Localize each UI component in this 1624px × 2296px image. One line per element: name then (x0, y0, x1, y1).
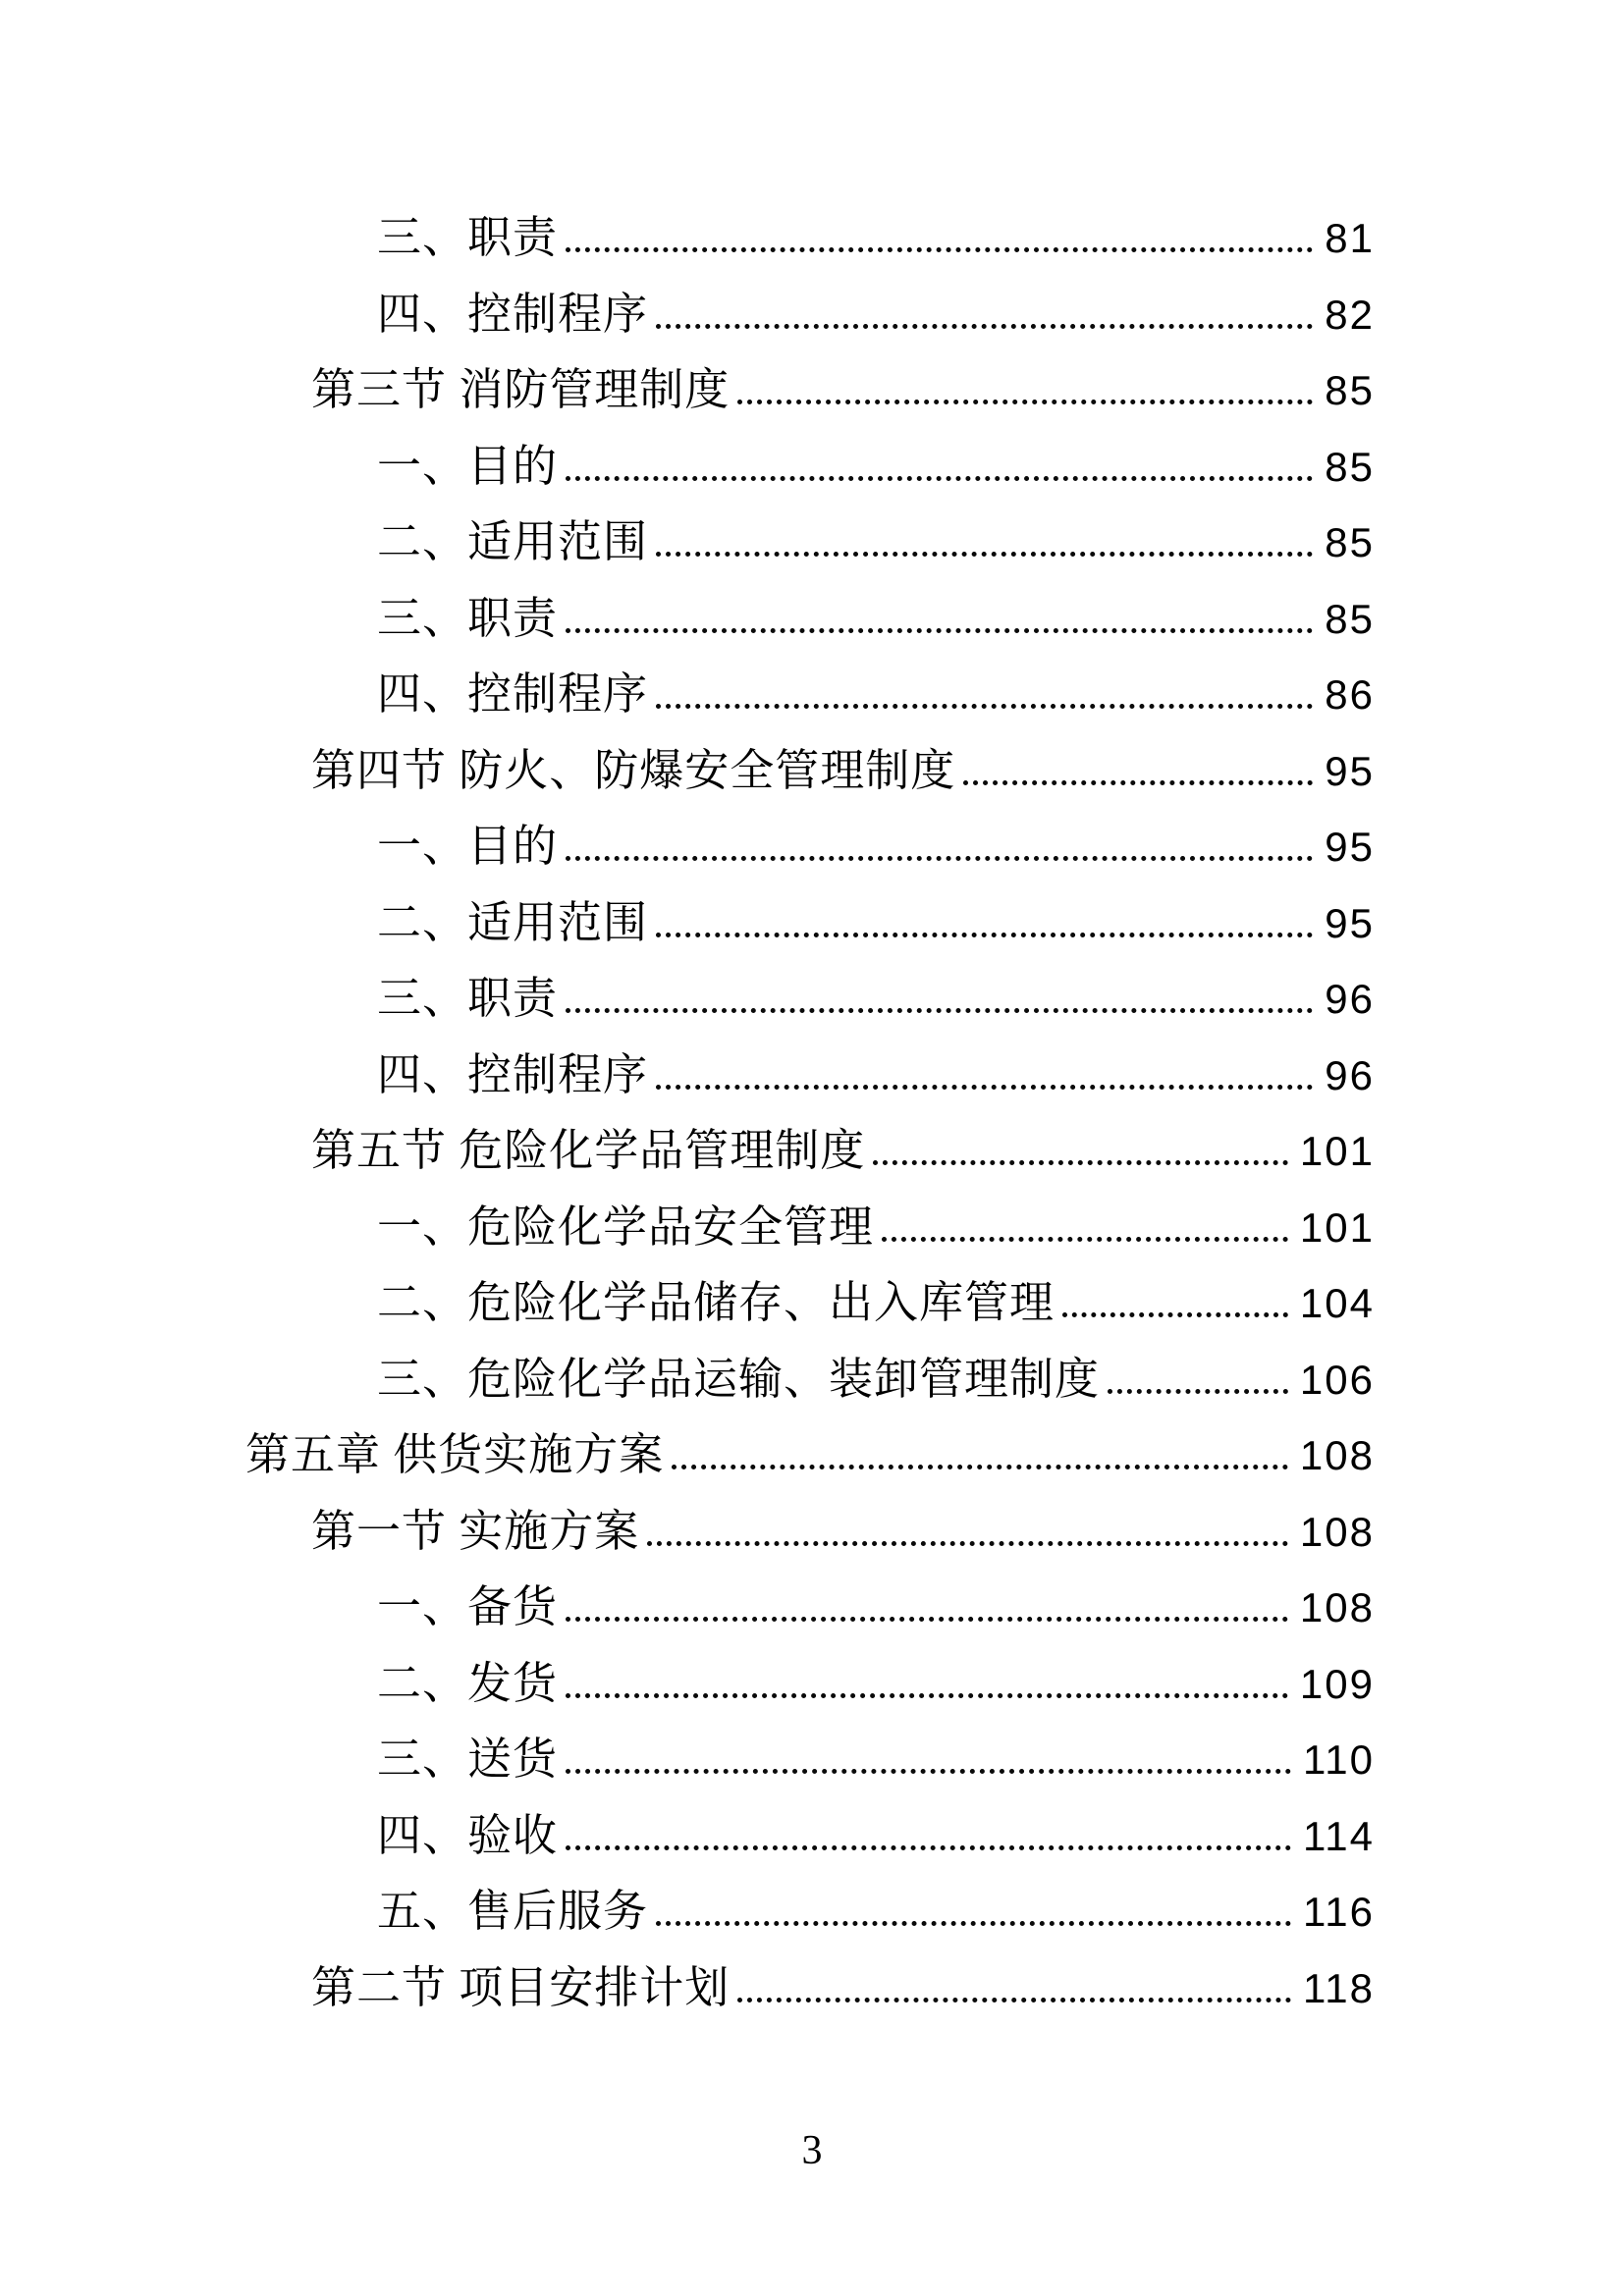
toc-entry-page: 106 (1299, 1356, 1375, 1403)
toc-entry-page: 101 (1299, 1203, 1375, 1251)
toc-entry-page: 82 (1325, 291, 1375, 338)
toc-entry-page: 85 (1325, 519, 1375, 565)
dot-leader (566, 1008, 1313, 1013)
toc-entry (0, 200, 1375, 277)
toc-entry-page: 109 (1299, 1660, 1375, 1707)
toc-entry-label: 二、适用范围 (377, 517, 649, 566)
dot-leader (882, 1237, 1288, 1242)
toc-entry (0, 1190, 1375, 1266)
toc-entry-label: 第五章 供货实施方案 (245, 1430, 665, 1479)
toc-entry (0, 733, 1375, 810)
toc-entry-page: 96 (1325, 976, 1375, 1022)
toc-entry-page: 85 (1325, 367, 1375, 413)
toc-entry-label: 第一节 实施方案 (311, 1506, 640, 1556)
dot-leader (566, 1617, 1288, 1622)
dot-leader (656, 1921, 1291, 1926)
toc-entry (0, 277, 1375, 353)
toc-entry-label: 一、目的 (377, 441, 559, 491)
toc-entry-page: 95 (1325, 824, 1375, 870)
toc-entry-label: 三、职责 (377, 974, 559, 1023)
toc-entry-label: 四、控制程序 (377, 1049, 649, 1099)
toc-entry (0, 1342, 1375, 1418)
toc-entry-page: 95 (1325, 747, 1375, 794)
dot-leader (566, 1769, 1291, 1774)
toc-entry-page: 85 (1325, 443, 1375, 490)
toc-entry-label: 一、目的 (377, 822, 559, 871)
toc-entry-label: 一、备货 (377, 1582, 559, 1631)
toc-entry (0, 1874, 1375, 1950)
toc-entry (0, 581, 1375, 658)
toc-entry-page: 114 (1303, 1812, 1375, 1859)
toc-entry-label: 第二节 项目安排计划 (311, 1962, 731, 2012)
toc-entry-label: 二、危险化学品储存、出入库管理 (377, 1278, 1056, 1327)
page-number: 3 (801, 2128, 823, 2173)
toc-entry-label: 三、职责 (377, 593, 559, 643)
dot-leader (656, 704, 1313, 709)
toc-entry-page: 101 (1299, 1128, 1375, 1174)
toc-entry-label: 二、适用范围 (377, 897, 649, 947)
toc-entry-label: 三、危险化学品运输、装卸管理制度 (377, 1354, 1101, 1404)
toc-entry-page: 81 (1325, 215, 1375, 261)
dot-leader (1062, 1312, 1288, 1317)
dot-leader (566, 476, 1313, 481)
dot-leader (566, 1693, 1288, 1698)
toc-entry-label: 第五节 危险化学品管理制度 (311, 1126, 866, 1175)
toc-entry (0, 1494, 1375, 1571)
toc-entry (0, 1113, 1375, 1190)
toc-entry-page: 110 (1303, 1736, 1375, 1783)
toc-entry (0, 1265, 1375, 1342)
toc-entry (0, 961, 1375, 1038)
toc-entry-page: 118 (1303, 1964, 1375, 2011)
toc-entry-page: 85 (1325, 595, 1375, 642)
dot-leader (1108, 1389, 1288, 1394)
dot-leader (737, 400, 1313, 404)
toc-entry-page: 95 (1325, 899, 1375, 946)
toc-entry-page: 108 (1299, 1584, 1375, 1630)
toc-entry-page: 108 (1299, 1432, 1375, 1478)
toc-entry (0, 885, 1375, 962)
toc-entry (0, 657, 1375, 733)
dot-leader (566, 628, 1313, 633)
toc-entry (0, 1646, 1375, 1723)
toc-entry-label: 三、送货 (377, 1735, 559, 1784)
toc-entry (0, 1570, 1375, 1646)
toc-entry-page: 86 (1325, 671, 1375, 718)
toc-entry (0, 1722, 1375, 1798)
toc-entry-label: 四、控制程序 (377, 289, 649, 339)
dot-leader (656, 1085, 1313, 1090)
dot-leader (873, 1160, 1288, 1165)
toc-entry (0, 429, 1375, 506)
toc-entry-label: 第三节 消防管理制度 (311, 365, 731, 414)
toc-entry-page: 96 (1325, 1051, 1375, 1098)
toc-entry (0, 1038, 1375, 1114)
toc-entry-label: 二、发货 (377, 1658, 559, 1708)
dot-leader (566, 1845, 1291, 1850)
toc-entry (0, 505, 1375, 581)
dot-leader (566, 247, 1313, 252)
toc-entry-label: 五、售后服务 (377, 1887, 649, 1936)
dot-leader (963, 780, 1313, 785)
toc-entry (0, 809, 1375, 885)
toc-entry-label: 四、控制程序 (377, 669, 649, 719)
dot-leader (647, 1541, 1288, 1546)
toc-entry-label: 三、职责 (377, 213, 559, 262)
toc-entry-page: 108 (1299, 1508, 1375, 1555)
toc-entry (0, 352, 1375, 429)
dot-leader (656, 324, 1313, 329)
dot-leader (566, 856, 1313, 861)
toc-entry (0, 1417, 1375, 1494)
toc-entry-label: 四、验收 (377, 1810, 559, 1860)
toc-entry-page: 116 (1303, 1889, 1375, 1935)
toc-entry (0, 1798, 1375, 1875)
toc-entry-label: 一、危险化学品安全管理 (377, 1201, 875, 1252)
toc-entry (0, 1950, 1375, 2027)
page-footer (0, 2128, 1624, 2173)
dot-leader (656, 552, 1313, 557)
toc-entry-page: 104 (1299, 1280, 1375, 1326)
toc-entry-label: 第四节 防火、防爆安全管理制度 (311, 745, 956, 795)
dot-leader (672, 1465, 1288, 1469)
dot-leader (656, 933, 1313, 937)
dot-leader (737, 1998, 1291, 2002)
